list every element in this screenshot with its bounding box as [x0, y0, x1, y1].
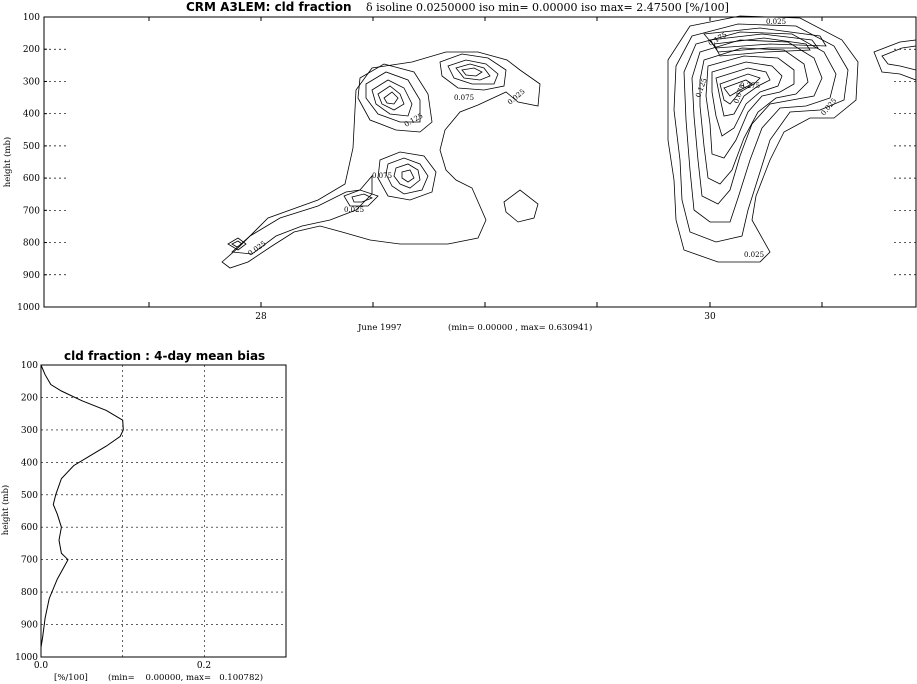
contour-label: 0.175 — [707, 30, 729, 48]
profile-y-tick-label: 1000 — [15, 653, 38, 663]
profile-y-tick-label: 500 — [20, 490, 38, 501]
contour-y-tick-label: 200 — [22, 45, 40, 56]
contour-y-tick-label: 500 — [22, 141, 40, 152]
profile-series-line — [41, 365, 123, 647]
contour-label: 0.025 — [819, 96, 839, 118]
contour-labels — [247, 18, 839, 259]
profile-title: cld fraction : 4-day mean bias — [64, 349, 266, 363]
contour-line-r6 — [706, 56, 794, 158]
contour-title: CRM A3LEM: cld fraction — [186, 0, 352, 14]
contour-y-tick-label: 700 — [22, 206, 40, 217]
contour-line-r3 — [684, 32, 839, 222]
contour-x-label: June 1997 — [358, 323, 402, 333]
contour-line-f1 — [504, 190, 538, 222]
profile-y-tick-label: 300 — [20, 425, 38, 436]
profile-plot-frame — [41, 365, 286, 657]
contour-y-tick-label: 1000 — [17, 303, 40, 313]
profile-x-tick-1: 0.2 — [196, 661, 212, 671]
contour-line-b2 — [448, 60, 498, 84]
contour-line-c2 — [386, 158, 428, 194]
contour-label: 0.025 — [506, 87, 527, 107]
contour-x-tick-30: 30 — [704, 312, 716, 322]
contour-label: 0.125 — [694, 77, 709, 99]
profile-y-axis — [15, 361, 38, 663]
profile-x-label: [%/100] — [54, 673, 88, 683]
contour-line-d1 — [344, 190, 378, 206]
contour-y-tick-label: 100 — [22, 13, 40, 23]
profile-y-label: height (mb) — [1, 484, 11, 536]
contour-label: 0.125 — [403, 111, 425, 129]
profile-y-tick-label: 100 — [20, 361, 38, 371]
profile-range-note: (min= 0.00000, max= 0.100782) — [108, 673, 264, 683]
contour-label: 0.075 — [372, 172, 393, 180]
contour-grid — [44, 17, 916, 307]
contour-label: 0.025 — [766, 18, 787, 26]
contour-line-d2 — [352, 194, 372, 202]
contour-line-b4 — [462, 68, 482, 76]
contour-line-c4 — [402, 170, 414, 182]
contour-label: 0.025 — [246, 239, 268, 258]
contour-line-r1 — [668, 16, 858, 262]
contour-x-tick-28: 28 — [255, 312, 267, 322]
profile-y-tick-label: 700 — [20, 555, 38, 566]
contour-line-a6 — [384, 92, 398, 104]
contour-y-tick-label: 900 — [22, 270, 40, 281]
contour-y-tick-label: 600 — [22, 174, 40, 185]
contour-line-a4 — [372, 80, 412, 116]
contour-line-s1 — [874, 40, 916, 80]
contour-y-tick-label: 300 — [22, 77, 40, 88]
contour-line-a5 — [378, 86, 404, 110]
profile-y-tick-label: 900 — [20, 620, 38, 631]
profile-y-tick-label: 600 — [20, 523, 38, 534]
contour-plot-frame — [44, 17, 916, 307]
contour-y-tick-label: 400 — [22, 109, 40, 120]
contour-y-tick-label: 800 — [22, 238, 40, 249]
contour-label: 0.025 — [344, 206, 365, 214]
contour-panel — [2, 0, 916, 333]
contour-range-note: (min= 0.00000 , max= 0.630941) — [448, 323, 593, 333]
contour-line-c3 — [394, 164, 420, 188]
contour-label: 0.025 — [744, 251, 765, 259]
profile-y-tick-label: 200 — [20, 393, 38, 404]
contour-y-axis — [17, 13, 40, 313]
contour-line-a1 — [232, 176, 372, 254]
contour-line-r7 — [712, 62, 782, 136]
contour-line-s2 — [882, 46, 916, 70]
profile-grid — [41, 365, 286, 657]
contour-lines — [222, 16, 916, 268]
profile-x-tick-0: 0.0 — [33, 661, 49, 671]
contour-label: 0.075 — [732, 83, 747, 105]
contour-line-a2 — [358, 64, 432, 132]
contour-label: 0.075 — [454, 94, 475, 102]
contour-line-e1 — [228, 238, 246, 250]
profile-y-tick-label: 400 — [20, 458, 38, 469]
profile-panel — [0, 349, 286, 683]
contour-line-b3 — [456, 64, 490, 80]
contour-label: 0.275 — [740, 82, 761, 90]
contour-isoline-info: δ isoline 0.0250000 iso min= 0.00000 iso max= 2.47500 [%/100] — [366, 1, 729, 14]
profile-y-tick-label: 800 — [20, 588, 38, 599]
contour-y-label: height (mb) — [3, 136, 13, 188]
